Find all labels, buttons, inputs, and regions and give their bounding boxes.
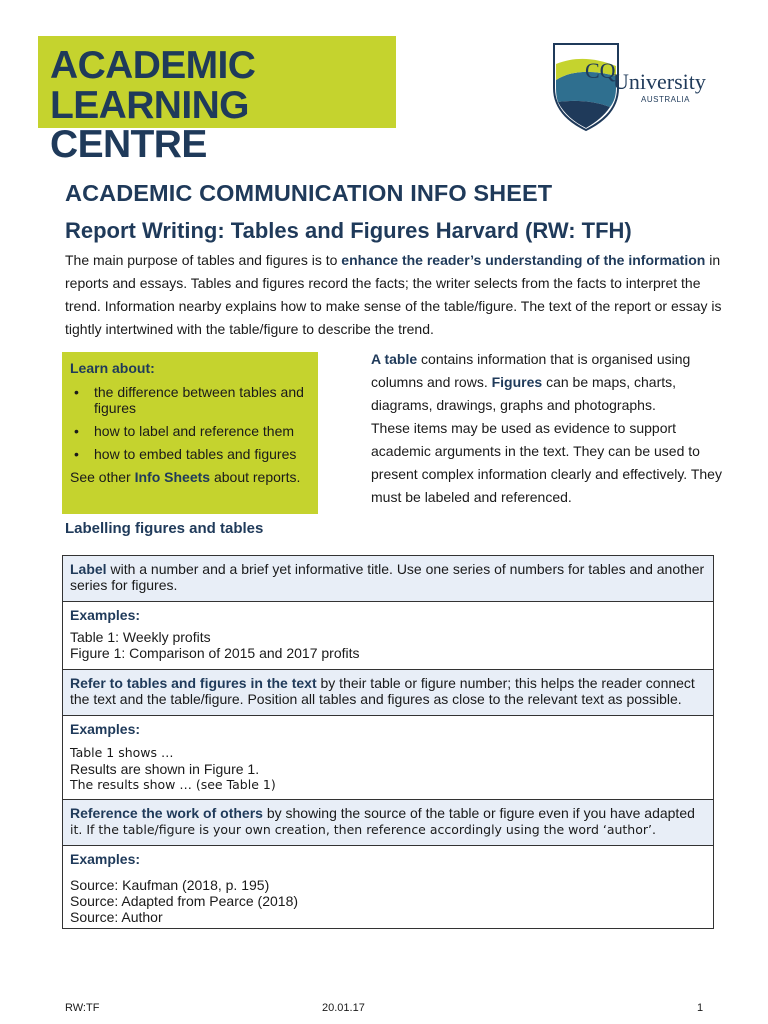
learn-about-title: Learn about: [70, 360, 155, 376]
bullet-icon: • [74, 446, 79, 462]
page-title: ACADEMIC COMMUNICATION INFO SHEET [65, 180, 553, 206]
banner-line-1: ACADEMIC [50, 44, 256, 87]
page-subtitle: Report Writing: Tables and Figures Harvard (RW: TFH) [65, 218, 632, 243]
list-item [72, 423, 312, 439]
academic-learning-centre-banner [38, 36, 396, 166]
table-row [63, 602, 713, 670]
examples-heading: Examples: [70, 607, 141, 623]
learn-about-box [62, 352, 318, 514]
table-row [63, 846, 713, 928]
intro-text-after: in reports and essays. Tables and figures record the facts; the writer selects from the facts to interpret the trend. Information nearby explains how to make sense of the table/figure. The text of the report or essay is tightly intertwined with the table/figure to describe the trend. [65, 252, 722, 337]
example-line: Source: Author [70, 909, 163, 925]
example-line: Table 1: Weekly profits [70, 629, 211, 645]
learn-about-list [72, 384, 312, 469]
figures-definition: can be maps, charts, diagrams, drawings, graphs and photographs. [371, 374, 677, 413]
bullet-icon: • [74, 423, 79, 439]
reference-text-continued: it. If the table/figure is your own creation, then reference accordingly using the word ‘author’. [70, 822, 656, 837]
footer-date: 20.01.17 [322, 1002, 365, 1014]
example-line: Results are shown in Figure 1. [70, 761, 260, 777]
table-definition: contains information that is organised using columns and rows. [371, 351, 691, 390]
table-term: A table [371, 351, 418, 367]
learn-about-footer [70, 469, 300, 485]
table-row [63, 716, 713, 800]
refer-term: Refer to tables and figures in the text [70, 675, 317, 691]
example-line: Table 1 shows … [70, 745, 174, 760]
logo-cq: CQ [585, 58, 616, 83]
section-heading: Labelling figures and tables [65, 520, 264, 537]
reference-text: by showing the source of the table or figure even if you have adapted [262, 805, 695, 821]
table-row [63, 800, 713, 846]
evidence-paragraph: These items may be used as evidence to support academic arguments in the text. They can be used to present complex information clearly and effectively. They must be labeled and referenced. [371, 420, 722, 505]
info-sheets-link[interactable]: Info Sheets [134, 469, 211, 485]
learn-item-text: how to label and reference them [94, 423, 295, 439]
logo-country: AUSTRALIA [641, 95, 690, 104]
table-row [63, 670, 713, 716]
examples-heading: Examples: [70, 851, 141, 867]
labelling-table [62, 555, 714, 929]
example-line: The results show … (see Table 1) [70, 777, 276, 792]
example-line: Source: Kaufman (2018, p. 195) [70, 877, 270, 893]
footer-page-number: 1 [697, 1002, 704, 1014]
list-item [72, 384, 312, 416]
tables-figures-description [371, 348, 731, 509]
learn-foot-before: See other [70, 469, 135, 485]
cquniversity-logo [548, 40, 724, 132]
table-row [63, 556, 713, 602]
intro-text-before: The main purpose of tables and figures is to [65, 252, 342, 268]
refer-text: by their table or figure number; this helps the reader connect the text and the table/figure. Position all tables and figures as close to the relevant text as possible. [70, 675, 695, 707]
learn-item-text: how to embed tables and figures [94, 446, 297, 462]
intro-paragraph [65, 249, 725, 341]
learn-item-text: the difference between tables and figures [94, 384, 304, 416]
example-line: Source: Adapted from Pearce (2018) [70, 893, 299, 909]
examples-heading: Examples: [70, 721, 141, 737]
example-line: Figure 1: Comparison of 2015 and 2017 profits [70, 645, 360, 661]
learn-foot-after: about reports. [210, 469, 301, 485]
label-text: with a number and a brief yet informative title. Use one series of numbers for tables and another series for figures. [70, 561, 705, 593]
list-item [72, 446, 312, 462]
label-term: Label [70, 561, 107, 577]
banner-line-2: LEARNING CENTRE [50, 84, 249, 166]
logo-university: University [613, 69, 706, 94]
intro-highlight: enhance the reader’s understanding of the information [341, 252, 706, 268]
footer-code: RW:TF [65, 1002, 100, 1014]
bullet-icon: • [74, 384, 79, 400]
reference-term: Reference the work of others [70, 805, 263, 821]
figures-term: Figures [491, 374, 543, 390]
